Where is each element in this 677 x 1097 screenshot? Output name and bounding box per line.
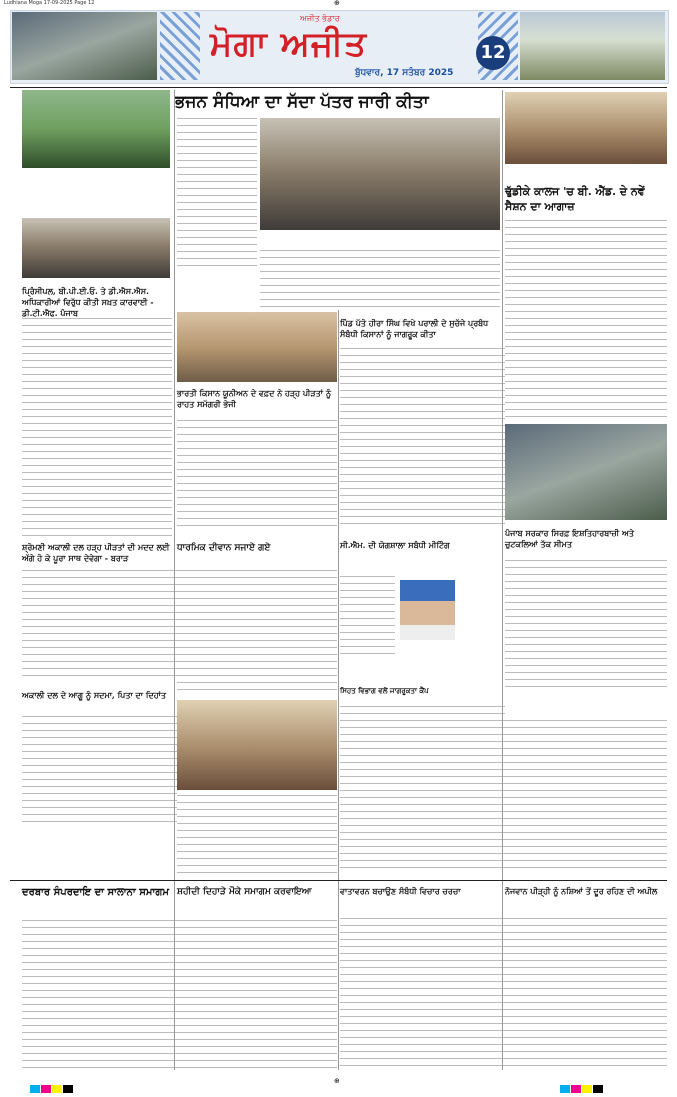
column-rule — [174, 90, 175, 1070]
headline-patto: ਪਿੰਡ ਪੱਤੋ ਹੀਰਾ ਸਿੰਘ ਵਿਖੇ ਪਰਾਲੀ ਦੇ ਸੁਚੱਜੇ ਪ੍ਰਬੰਧ ਸੰਬੰਧੀ ਕਿਸਾਨਾਂ ਨੂੰ ਜਾਗਰੂਕ ਕੀਤਾ — [340, 318, 489, 339]
printer-slug: Ludhiana Moga 17-09-2025 Page 12 — [4, 0, 95, 6]
divider — [10, 87, 667, 88]
headline-dhudike: ਢੁੱਡੀਕੇ ਕਾਲਜ 'ਚ ਬੀ. ਐੱਡ. ਦੇ ਨਵੇਂ ਸੈਸ਼ਨ ਦਾ ਆਗਾਜ਼ — [505, 185, 645, 213]
divider — [10, 880, 667, 881]
headline-kisan: ਭਾਰਤੀ ਕਿਸਾਨ ਯੂਨੀਅਨ ਦੇ ਵਫ਼ਦ ਨੇ ਹੜ੍ਹ ਪੀੜਤਾਂ ਨੂੰ ਰਾਹਤ ਸਮੱਗਰੀ ਭੇਜੀ — [177, 388, 332, 409]
article-body — [177, 118, 257, 268]
news-photo — [22, 218, 170, 278]
photo-caption — [22, 170, 170, 214]
headline-dtf: ਪ੍ਰਿੰਸੀਪਲ, ਬੀ.ਪੀ.ਈ.ਓ. ਤੇ ਡੀ.ਐਸ.ਐਸ. ਅਧਿਕਾਰੀਆਂ ਵਿਰੁੱਧ ਕੀਤੀ ਸਖ਼ਤ ਕਾਰਵਾਈ - ਡੀ.ਟੀ.ਐਫ. ਪੰਜਾਬ — [22, 286, 154, 318]
color-swatches — [30, 1078, 74, 1097]
article-body — [505, 560, 667, 690]
color-swatches — [560, 1078, 604, 1097]
masthead-left-photo — [12, 12, 157, 80]
masthead-small-label: ਅਜੀਤ ਭੰਡਾਰ — [300, 14, 340, 23]
headline-darbar: ਦਰਬਾਰ ਸੰਪਰਦਾਇ ਦਾ ਸਾਲਾਨਾ ਸਮਾਗਮ — [22, 887, 169, 898]
article-body — [177, 570, 337, 690]
article-body — [22, 716, 177, 826]
headline-diwan: ਧਾਰਮਿਕ ਦੀਵਾਨ ਸਜਾਏ ਗਏ — [177, 543, 271, 553]
headline-meeting: ਸੀ.ਐਮ. ਦੀ ਯੋਗਸ਼ਾਲਾ ਸਬੰਧੀ ਮੀਟਿੰਗ — [340, 540, 450, 550]
news-photo — [177, 312, 337, 382]
article-body — [177, 420, 337, 530]
masthead-pattern-left — [160, 12, 200, 80]
masthead-title: ਮੋਗਾ ਅਜੀਤ — [210, 24, 368, 64]
article-body — [22, 318, 172, 536]
registration-mark-icon: ⊕ — [334, 1077, 340, 1085]
news-photo — [177, 700, 337, 790]
news-photo — [505, 424, 667, 520]
article-body — [177, 920, 337, 1070]
headline-sadma: ਅਕਾਲੀ ਦਲ ਦੇ ਆਗੂ ਨੂੰ ਸਦਮਾ, ਪਿਤਾ ਦਾ ਦਿਹਾਂਤ — [22, 690, 167, 700]
photo-caption — [505, 166, 667, 180]
registration-mark-icon: ⊕ — [334, 0, 340, 7]
printer-slug-strip — [0, 0, 677, 8]
page-number-badge: 12 — [476, 36, 510, 70]
article-body — [340, 918, 505, 1068]
color-calibration-strip — [0, 1076, 677, 1089]
column-rule — [502, 90, 503, 1070]
article-body — [505, 220, 667, 420]
masthead-date: ਬੁੱਧਵਾਰ, 17 ਸਤੰਬਰ 2025 — [355, 68, 454, 78]
news-photo — [505, 92, 667, 164]
headline-sehat: ਸਿਹਤ ਵਿਭਾਗ ਵਲੋਂ ਜਾਗਰੂਕਤਾ ਕੈਂਪ — [340, 686, 429, 695]
photo-caption — [260, 232, 500, 246]
column-rule — [338, 310, 339, 1070]
article-body — [260, 250, 500, 310]
headline-sarkar: ਪੰਜਾਬ ਸਰਕਾਰ ਸਿਰਫ਼ ਇਸ਼ਤਿਹਾਰਬਾਜ਼ੀ ਅਤੇ ਚੁਟਕਲਿਆਂ ਤੱਕ ਸੀਮਤ — [505, 528, 634, 549]
article-body — [177, 795, 337, 875]
article-body — [340, 576, 395, 656]
portrait-photo — [400, 580, 455, 640]
news-photo — [22, 90, 170, 168]
article-body — [505, 918, 667, 1068]
article-body — [22, 920, 177, 1070]
headline-naujawan: ਨੌਜਵਾਨ ਪੀੜ੍ਹੀ ਨੂੰ ਨਸ਼ਿਆਂ ਤੋਂ ਦੂਰ ਰਹਿਣ ਦੀ ਅਪੀਲ — [505, 886, 658, 896]
masthead-right-photo — [520, 12, 665, 80]
article-body — [22, 570, 177, 680]
article-body — [340, 348, 505, 528]
headline-shaheedi: ਸ਼ਹੀਦੀ ਦਿਹਾੜੇ ਮੌਕੇ ਸਮਾਗਮ ਕਰਵਾਇਆ — [177, 887, 312, 897]
headline-akali: ਸ਼੍ਰੋਮਣੀ ਅਕਾਲੀ ਦਲ ਹੜ੍ਹ ਪੀੜਤਾਂ ਦੀ ਮਦਦ ਲਈ ਅੱਗੇ ਹੋ ਕੇ ਪੂਰਾ ਸਾਥ ਦੇਵੇਗਾ - ਬਰਾੜ — [22, 542, 170, 563]
news-photo — [260, 118, 500, 230]
article-body — [340, 706, 505, 871]
article-body — [505, 720, 667, 870]
headline-vatavaran: ਵਾਤਾਵਰਨ ਬਚਾਉਣ ਸੰਬੰਧੀ ਵਿਚਾਰ ਚਰਚਾ — [340, 886, 461, 896]
headline-bhajan: ਭਜਨ ਸੰਧਿਆ ਦਾ ਸੱਦਾ ਪੱਤਰ ਜਾਰੀ ਕੀਤਾ — [175, 92, 429, 112]
